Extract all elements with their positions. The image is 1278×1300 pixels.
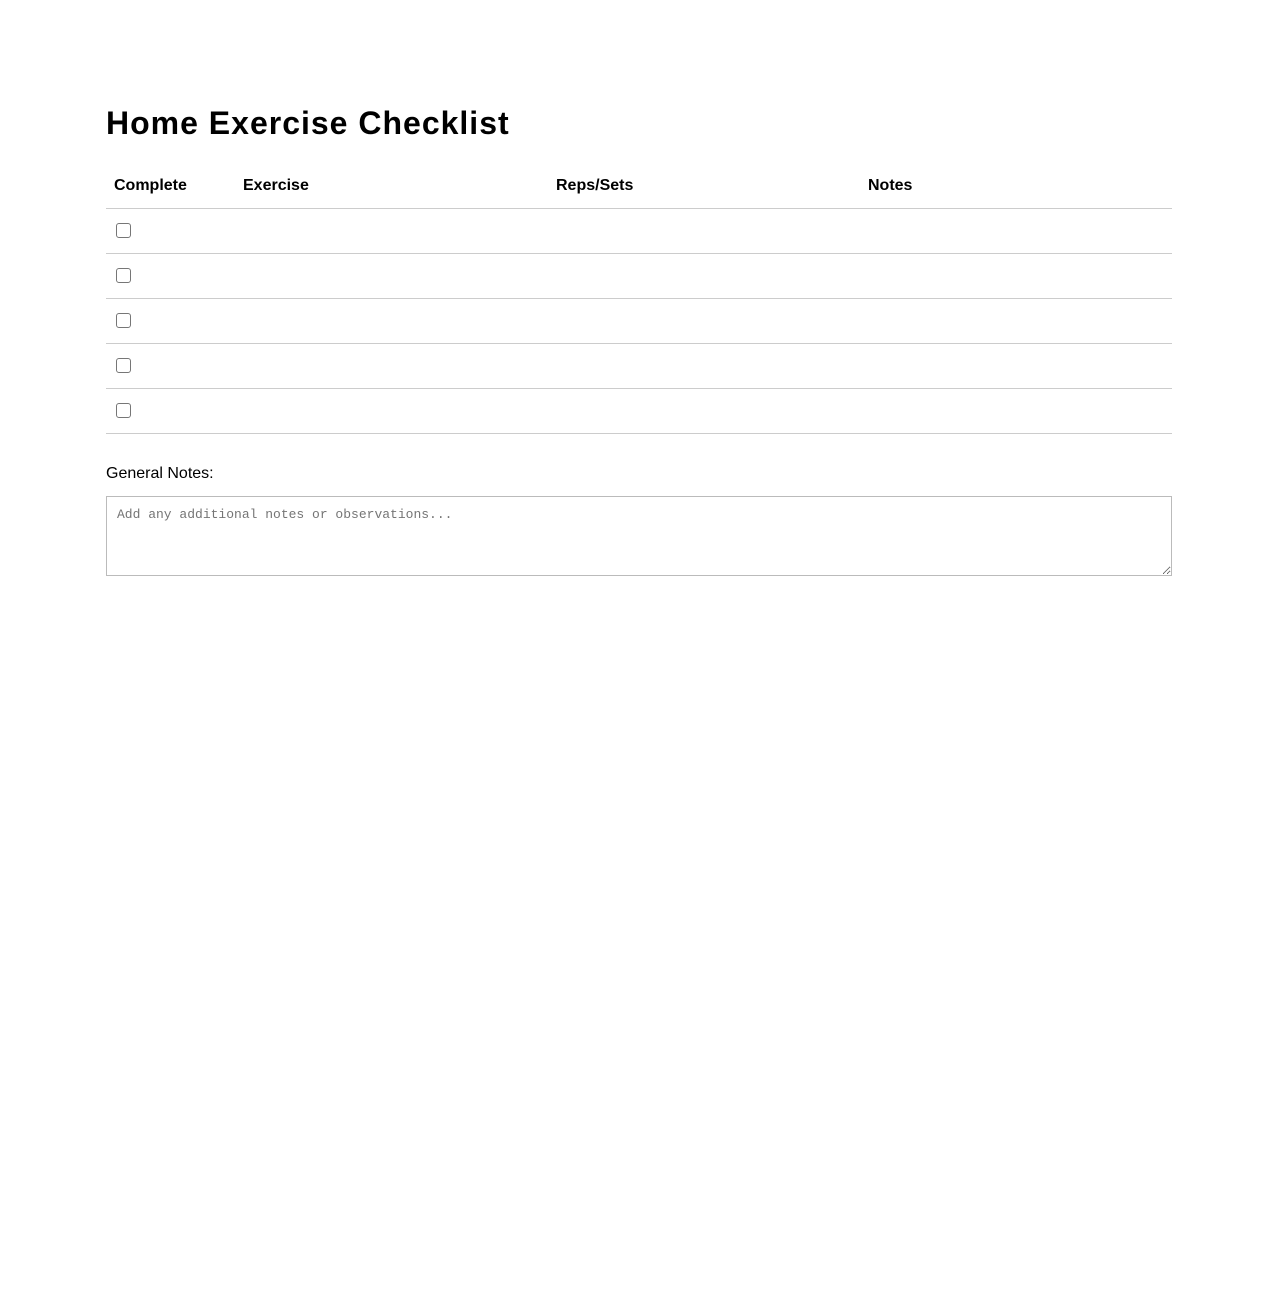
reps-sets-cell[interactable] bbox=[548, 209, 860, 254]
general-notes-textarea[interactable] bbox=[106, 496, 1172, 576]
exercise-cell[interactable] bbox=[235, 344, 548, 389]
complete-checkbox[interactable] bbox=[116, 313, 131, 328]
table-row bbox=[106, 254, 1172, 299]
table-row bbox=[106, 344, 1172, 389]
exercise-cell[interactable] bbox=[235, 299, 548, 344]
complete-cell bbox=[106, 389, 235, 434]
complete-cell bbox=[106, 209, 235, 254]
table-row bbox=[106, 209, 1172, 254]
notes-cell[interactable] bbox=[860, 254, 1172, 299]
notes-cell[interactable] bbox=[860, 299, 1172, 344]
notes-cell[interactable] bbox=[860, 209, 1172, 254]
complete-checkbox[interactable] bbox=[116, 223, 131, 238]
table-row bbox=[106, 299, 1172, 344]
exercise-cell[interactable] bbox=[235, 254, 548, 299]
general-notes-label: General Notes: bbox=[106, 465, 214, 482]
exercise-cell[interactable] bbox=[235, 209, 548, 254]
exercise-table bbox=[106, 164, 1172, 434]
complete-checkbox[interactable] bbox=[116, 403, 131, 418]
column-header-notes: Notes bbox=[860, 164, 1172, 209]
table-row bbox=[106, 389, 1172, 434]
column-header-reps-sets: Reps/Sets bbox=[548, 164, 860, 209]
complete-cell bbox=[106, 299, 235, 344]
exercise-cell[interactable] bbox=[235, 389, 548, 434]
complete-checkbox[interactable] bbox=[116, 358, 131, 373]
reps-sets-cell[interactable] bbox=[548, 254, 860, 299]
column-header-exercise: Exercise bbox=[235, 164, 548, 209]
complete-checkbox[interactable] bbox=[116, 268, 131, 283]
complete-cell bbox=[106, 344, 235, 389]
page-title: Home Exercise Checklist bbox=[106, 105, 510, 141]
column-header-complete: Complete bbox=[106, 164, 235, 209]
reps-sets-cell[interactable] bbox=[548, 299, 860, 344]
complete-cell bbox=[106, 254, 235, 299]
reps-sets-cell[interactable] bbox=[548, 344, 860, 389]
table-header-row bbox=[106, 164, 1172, 209]
notes-cell[interactable] bbox=[860, 344, 1172, 389]
reps-sets-cell[interactable] bbox=[548, 389, 860, 434]
notes-cell[interactable] bbox=[860, 389, 1172, 434]
